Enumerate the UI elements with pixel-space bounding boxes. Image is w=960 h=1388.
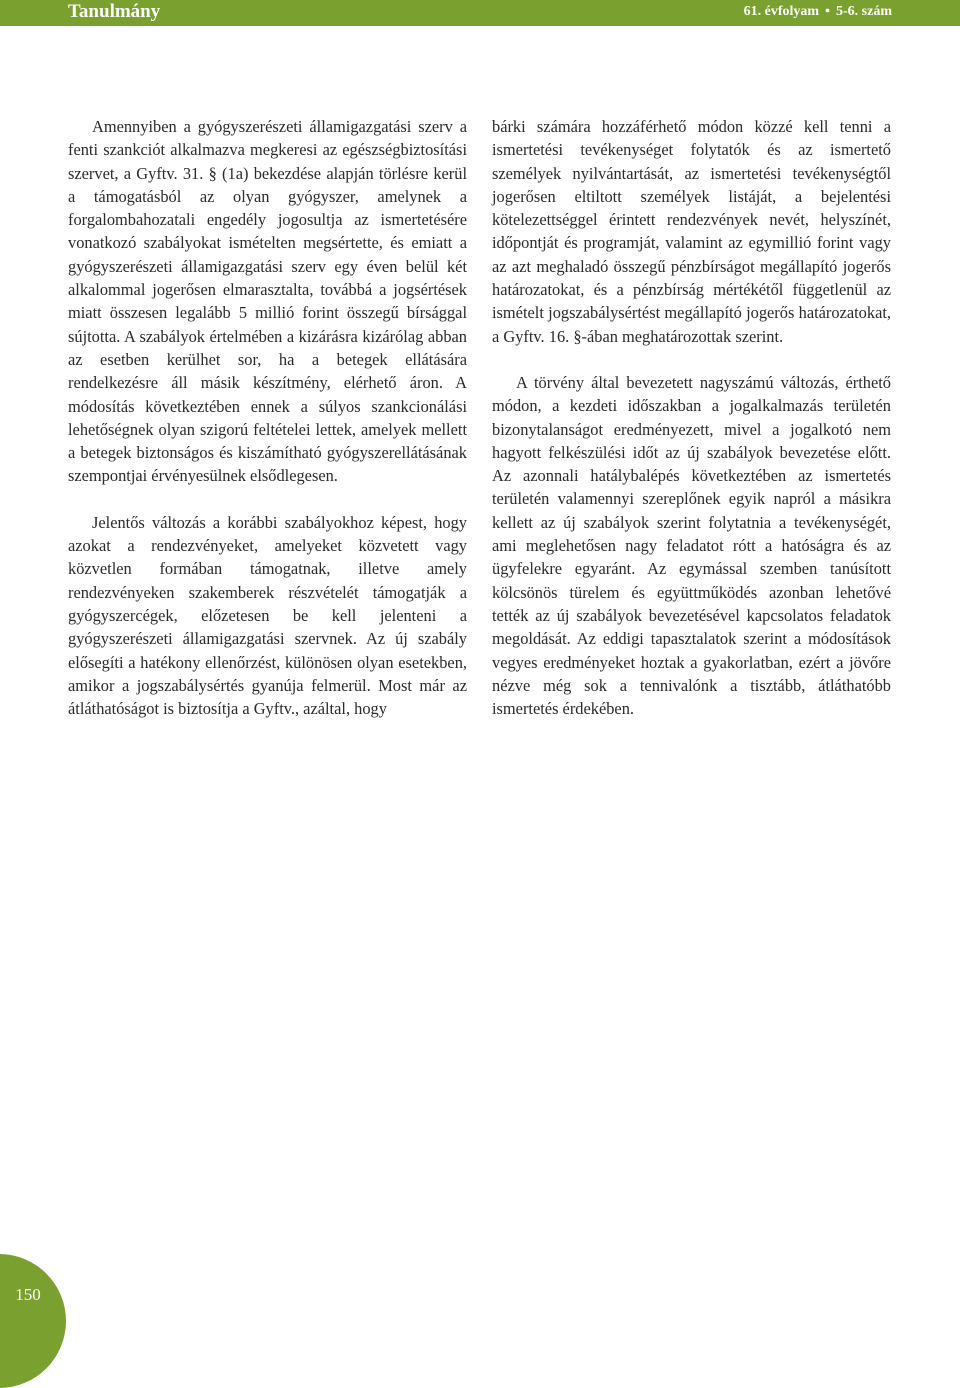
paragraph: Amennyiben a gyógyszerészeti államigazgatási szerv a fenti szankciót alkalmazva megkeresi az egészségbiztosítási szervet, a Gyftv. 31. § (1a) bekezdése alapján törlésre kerül a támogatásból az olyan gyógyszer, amelynek a forgalombahozatali engedély jogosultja az ismertetésére vonatkozó szabályokat ismételten megsértette, és emiatt a gyógyszerészeti államigazgatási szerv egy éven belül két alkalommal jogerősen elmarasztalta, továbbá a jogsértések miatt összesen legalább 5 millió forint összegű bírsággal sújtotta. A szabályok értelmében a kizárásra kizárólag abban az esetben kerülhet sor, ha a betegek ellátására rendelkezésre áll másik készítmény, elérhető áron. A módosítás következtében ennek a súlyos szankcionálási lehetőségnek olyan szigorú feltételei lettek, amelyek mellett a betegek biztonságos és kiszámítható gyógyszerellátásának szempontjai érvényesülnek elsődlegesen. — [68, 117, 467, 486]
paragraph: bárki számára hozzáférhető módon közzé kell tenni a ismertetési tevékenységet folytatók és az ismertető személyek nyilvántartását, az ismertetési tevékenységtől jogerősen eltiltott személyek listáját, a bejelentési kötelezettséggel érintett rendezvények nevét, helyszínét, időpontját és programját, valamint az egymillió forint vagy az azt meghaladó összegű pénzbírságot megállapító jogerős határozatokat, és a pénzbírság mértékétől függetlenül az ismételt jogszabálysértést megállapító jogerős határozatokat, a Gyftv. 16. §-ában meghatározottak szerint. — [492, 117, 891, 346]
volume-label: 61. évfolyam — [743, 4, 820, 19]
bullet-separator: • — [825, 4, 830, 19]
right-column — [492, 115, 891, 720]
paragraph: Jelentős változás a korábbi szabályokhoz képest, hogy azokat a rendezvényeket, amelyeket közvetett vagy közvetlen formában támogatnak, illetve amely rendezvényeken szakemberek részvételét támogatják a gyógyszercégek, előzetesen be kell jelenteni a gyógyszerészeti államigazgatási szervnek. Az új szabály elősegíti a hatékony ellenőrzést, különösen olyan esetekben, amikor a jogszabálysértés gyanúja felmerül. Most már az átláthatóságot is biztosítja a Gyftv., azáltal, hogy — [68, 512, 467, 719]
page-number-badge — [0, 1254, 66, 1388]
issue-label: 5-6. szám — [836, 4, 892, 19]
paragraph: A törvény által bevezetett nagyszámú változás, érthető módon, a kezdeti időszakban a jogalkalmazás területén bizonytalanságot eredményezett, mivel a jogalkotó nem hagyott felkészülési időt az új szabályok bevezetése előtt. Az azonnali hatálybalépés következtében az ismertetés területén valamennyi szereplőnek egyik napról a másikra kellett az új szabályok szerint folytatnia a tevékenységét, ami meglehetősen nagy feladatot rótt a hatóságra és az ügyfelekre egyaránt. Az egymással szemben tanúsított kölcsönös türelem és együttműködés azonban lehetővé tették az új szabályok bevezetésével kapcsolatos feladatok megoldását. Az eddigi tapasztalatok szerint a módosítások vegyes eredményeket hoztak a gyakorlatban, ezért a jövőre nézve még sok a tennivalónk a tisztább, átláthatóbb ismertetés érdekében. — [492, 372, 891, 719]
section-title: Tanulmány — [68, 1, 161, 22]
header-bar — [0, 0, 960, 26]
page-number: 150 — [15, 1285, 41, 1304]
issue-info — [744, 0, 892, 24]
left-column — [68, 115, 467, 720]
